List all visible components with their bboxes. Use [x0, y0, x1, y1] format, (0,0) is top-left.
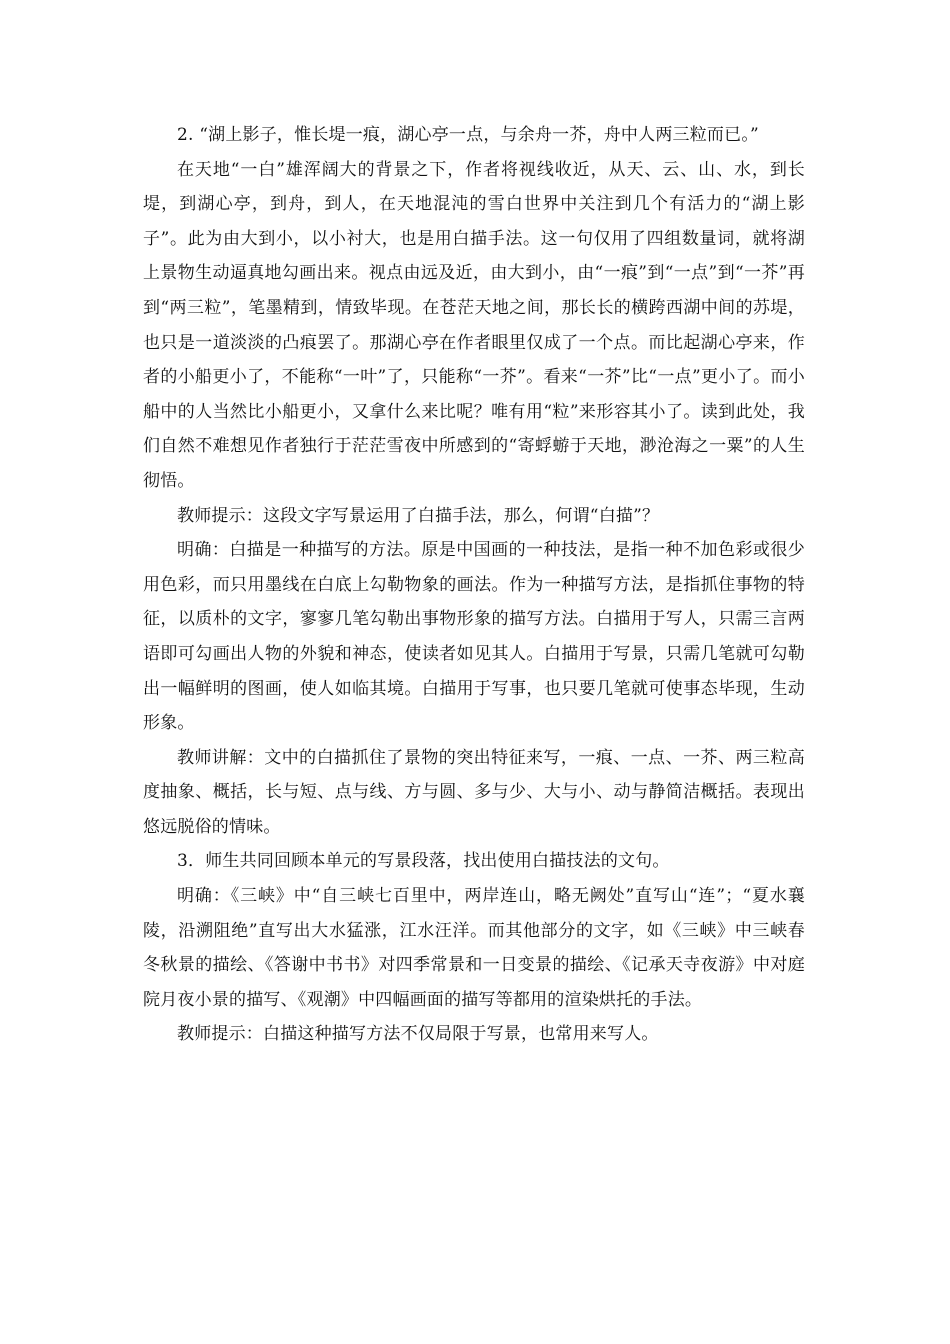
paragraph-heading-2: 2. “湖上影子，惟长堤一痕，湖心亭一点，与余舟一芥，舟中人两三粒而已。” — [177, 125, 759, 145]
paragraph-heading-3: 3．师生共同回顾本单元的写景段落，找出使用白描技法的文句。 — [177, 851, 670, 872]
paragraph-teacher-tip-1: 教师提示：这段文字写景运用了白描手法，那么，何谓“白描”？ — [177, 505, 660, 526]
document-page — [143, 118, 805, 1052]
paragraph-teacher-tip-2: 教师提示：白描这种描写方法不仅局限于写景，也常用来写人。 — [177, 1024, 659, 1045]
paragraph-examples: 明确：《三峡》中“自三峡七百里中，两岸连山，略无阙处”直写山“连”；“夏水襄陵，沿溯阻绝”直写出大水猛涨，江水汪洋。而其他部分的文字，如《三峡》中三峡春冬秋景的描绘、《答谢中书书》对四季常景和一日变景的描绘、《记承天寺夜游》中对庭院月夜小景的描写、《观潮》中四幅画面的描写等都用的渲染烘托的手法。 — [143, 886, 805, 1010]
paragraph-teacher-explanation: 教师讲解：文中的白描抓住了景物的突出特征来写，一痕、一点、一芥、两三粒高度抽象、概括，长与短、点与线、方与圆、多与少、大与小、动与静简洁概括。表现出悠远脱俗的情味。 — [143, 747, 805, 837]
paragraph-analysis: 在天地“一白”雄浑阔大的背景之下，作者将视线收近，从天、云、山、水，到长堤，到湖心亭，到舟，到人，在天地混沌的雪白世界中关注到几个有活力的“湖上影子”。此为由大到小，以小衬大，也是用白描手法。这一句仅用了四组数量词，就将湖上景物生动逼真地勾画出来。视点由远及近，由大到小，由“一痕”到“一点”到“一芥”再到“两三粒”，笔墨精到，情致毕现。在苍茫天地之间，那长长的横跨西湖中间的苏堤，也只是一道淡淡的凸痕罢了。那湖心亭在作者眼里仅成了一个点。而比起湖心亭来，作者的小船更小了，不能称“一叶”了，只能称“一芥”。看来“一芥”比“一点”更小了。而小船中的人当然比小船更小，又拿什么来比呢？唯有用“粒”来形容其小了。读到此处，我们自然不难想见作者独行于茫茫雪夜中所感到的“寄蜉蝣于天地，渺沧海之一粟”的人生彻悟。 — [143, 159, 805, 491]
paragraph-definition: 明确：白描是一种描写的方法。原是中国画的一种技法，是指一种不加色彩或很少用色彩，而只用墨线在白底上勾勒物象的画法。作为一种描写方法，是指抓住事物的特征，以质朴的文字，寥寥几笔勾勒出事物形象的描写方法。白描用于写人，只需三言两语即可勾画出人物的外貌和神态，使读者如见其人。白描用于写景，只需几笔就可勾勒出一幅鲜明的图画，使人如临其境。白描用于写事，也只要几笔就可使事态毕现，生动形象。 — [143, 540, 805, 734]
